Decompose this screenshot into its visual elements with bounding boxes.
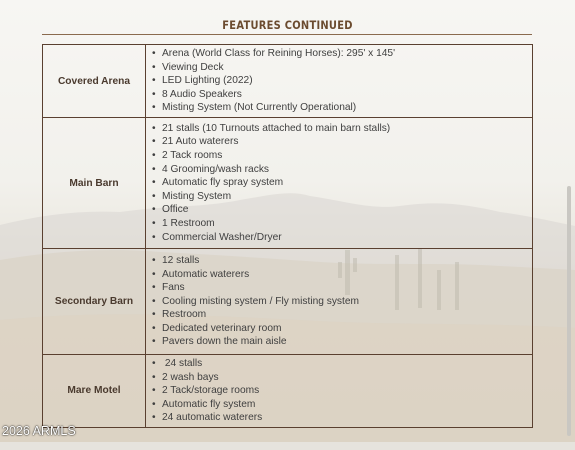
list-item: • Commercial Washer/Dryer: [162, 231, 532, 245]
list-item: • Automatic fly spray system: [162, 176, 532, 190]
section-items: [146, 355, 533, 428]
list-item: • Dedicated veterinary room: [162, 322, 532, 336]
list-item: • 24 automatic waterers: [162, 411, 532, 425]
section-items: [146, 45, 533, 118]
page-title: FEATURES CONTINUED: [222, 18, 353, 32]
table-row: [43, 249, 533, 355]
copyright-watermark: 2026 ARMLS: [2, 424, 76, 438]
list-item: • 1 Restroom: [162, 217, 532, 231]
list-item: • Office: [162, 203, 532, 217]
list-item: • 2 Tack rooms: [162, 149, 532, 163]
list-item: • 21 stalls (10 Turnouts attached to main barn stalls): [162, 122, 532, 136]
list-item: • LED Lighting (2022): [162, 74, 532, 88]
list-item: • Viewing Deck: [162, 61, 532, 75]
list-item: • Automatic waterers: [162, 268, 532, 282]
list-item: • 4 Grooming/wash racks: [162, 163, 532, 177]
features-table: [42, 44, 533, 428]
table-row: [43, 118, 533, 249]
list-item: • Cooling misting system / Fly misting system: [162, 295, 532, 309]
section-name-covered-arena: Covered Arena: [43, 45, 146, 118]
list-item: • 24 stalls: [162, 357, 532, 371]
list-item: • Misting System: [162, 190, 532, 204]
section-name-mare-motel: Mare Motel: [43, 355, 146, 428]
scrollbar[interactable]: [567, 186, 571, 436]
section-name-main-barn: Main Barn: [43, 118, 146, 249]
list-item: • Automatic fly system: [162, 398, 532, 412]
list-item: • Pavers down the main aisle: [162, 335, 532, 349]
table-row: [43, 45, 533, 118]
bottom-edge: [0, 442, 575, 450]
list-item: • Restroom: [162, 308, 532, 322]
section-items: [146, 249, 533, 355]
list-item: • Misting System (Not Currently Operational): [162, 101, 532, 115]
list-item: • 2 wash bays: [162, 371, 532, 385]
section-items: [146, 118, 533, 249]
title-divider: [42, 34, 532, 35]
list-item: • 2 Tack/storage rooms: [162, 384, 532, 398]
list-item: • 12 stalls: [162, 254, 532, 268]
section-name-secondary-barn: Secondary Barn: [43, 249, 146, 355]
list-item: • Arena (World Class for Reining Horses): 295' x 145': [162, 47, 532, 61]
list-item: • 21 Auto waterers: [162, 135, 532, 149]
table-row: [43, 355, 533, 428]
list-item: • 8 Audio Speakers: [162, 88, 532, 102]
list-item: • Fans: [162, 281, 532, 295]
